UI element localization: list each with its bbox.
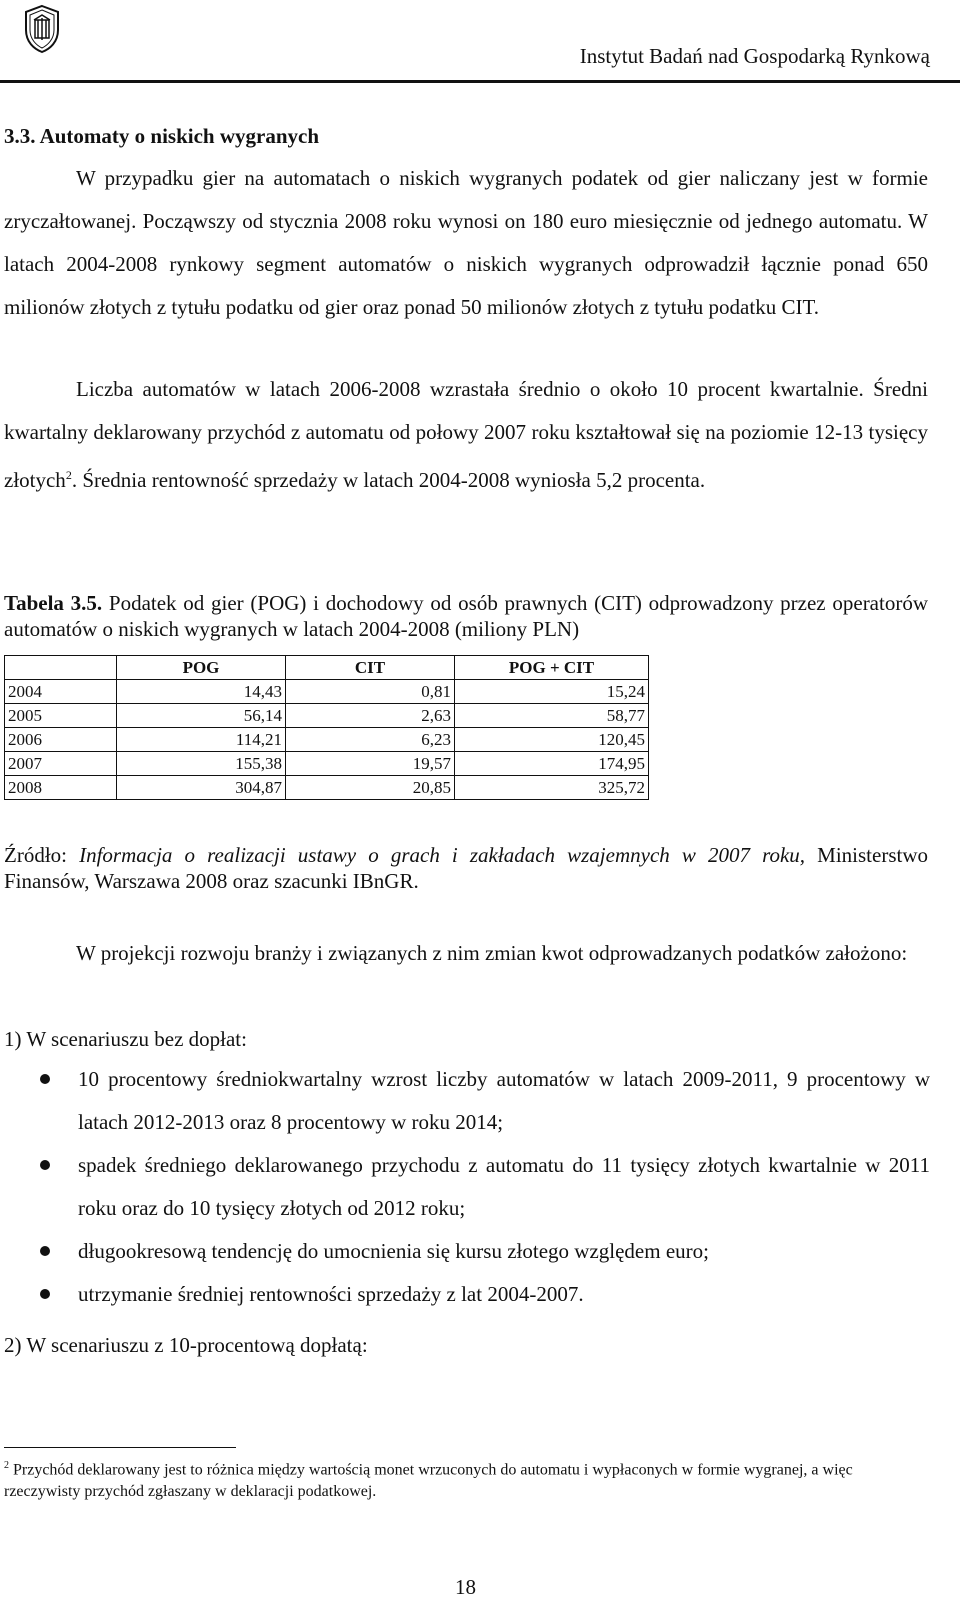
table-row — [5, 776, 649, 800]
paragraph-text-part2: . Średnia rentowność sprzedaży w latach 2004-2008 wyniosła 5,2 procenta. — [71, 468, 706, 492]
paragraph-tax-intro: W przypadku gier na automatach o niskich wygranych podatek od gier naliczany jest w formie zryczałtowanej. Począwszy od stycznia 2008 roku wynosi on 180 euro miesięcznie od jednego automatu. W latach 2004-2008 rynkowy segment automatów o niskich wygranych odprowadził łącznie ponad 650 milionów złotych z tytułu podatku od gier oraz ponad 50 milionów złotych z tytułu podatku CIT. — [4, 166, 928, 319]
header-divider — [0, 80, 960, 83]
institute-name: Instytut Badań nad Gospodarką Rynkową — [579, 44, 930, 68]
list-item — [0, 1273, 930, 1316]
year-cell: 2006 — [5, 728, 117, 752]
section-title: 3.3. Automaty o niskich wygranych — [4, 124, 320, 148]
total-cell: 120,45 — [455, 728, 649, 752]
year-cell: 2007 — [5, 752, 117, 776]
table-source — [4, 842, 928, 894]
projection-intro: W projekcji rozwoju branży i związanych z nim zmian kwot odprowadzanych podatków założono: — [76, 941, 908, 965]
list-item-text: utrzymanie średniej rentowności sprzedaży z lat 2004-2007. — [78, 1282, 584, 1306]
total-cell: 15,24 — [455, 680, 649, 704]
table-caption-text: Podatek od gier (POG) i dochodowy od osób prawnych (CIT) odprowadzony przez operatorów automatów o niskich wygranych w latach 2004-2008 (miliony PLN) — [4, 591, 928, 641]
footnote — [4, 1455, 928, 1503]
paragraph-machine-count — [4, 368, 928, 502]
scenario-2-heading: 2) W scenariuszu z 10-procentową dopłatą: — [4, 1333, 368, 1357]
total-cell: 174,95 — [455, 752, 649, 776]
source-suffix: Ministerstwo Finansów, Warszawa 2008 oraz szacunki IBnGR. — [4, 843, 929, 893]
pog-cell: 56,14 — [117, 704, 286, 728]
bullet-icon — [40, 1289, 50, 1299]
bullet-icon — [40, 1160, 50, 1170]
table-row — [5, 752, 649, 776]
institute-logo — [22, 4, 62, 54]
cit-cell: 6,23 — [286, 728, 455, 752]
pog-cell: 155,38 — [117, 752, 286, 776]
table-header-cit: CIT — [286, 656, 455, 680]
total-cell: 325,72 — [455, 776, 649, 800]
pog-cell: 14,43 — [117, 680, 286, 704]
bullet-icon — [40, 1246, 50, 1256]
list-item — [0, 1144, 930, 1230]
cit-cell: 2,63 — [286, 704, 455, 728]
list-item — [0, 1058, 930, 1144]
footnote-reference[interactable]: 2 — [65, 468, 72, 482]
table-row — [5, 704, 649, 728]
table-header-total: POG + CIT — [455, 656, 649, 680]
footnote-marker: 2 — [4, 1460, 9, 1471]
table-row — [5, 680, 649, 704]
cit-cell: 19,57 — [286, 752, 455, 776]
list-item-text: długookresową tendencję do umocnienia się kursu złotego względem euro; — [78, 1239, 709, 1263]
table-row — [5, 728, 649, 752]
source-prefix: Źródło: — [4, 843, 80, 867]
table-header-pog: POG — [117, 656, 286, 680]
source-title: Informacja o realizacji ustawy o grach i zakładach wzajemnych w 2007 roku, — [79, 843, 806, 867]
footnote-divider — [4, 1447, 236, 1448]
pog-cell: 114,21 — [117, 728, 286, 752]
page-number: 18 — [455, 1575, 476, 1599]
list-item — [0, 1230, 930, 1273]
year-cell: 2004 — [5, 680, 117, 704]
table-header-row — [5, 656, 649, 680]
total-cell: 58,77 — [455, 704, 649, 728]
bullet-icon — [40, 1074, 50, 1084]
pog-cell: 304,87 — [117, 776, 286, 800]
scenario-1-heading: 1) W scenariuszu bez dopłat: — [4, 1027, 247, 1051]
list-item-text: 10 procentowy średniokwartalny wzrost liczby automatów w latach 2009-2011, 9 procentowy w latach 2012-2013 oraz 8 procentowy w roku 2014; — [78, 1067, 930, 1134]
table-caption — [4, 590, 928, 642]
cit-cell: 0,81 — [286, 680, 455, 704]
scenario-1-list — [0, 1058, 930, 1316]
cit-cell: 20,85 — [286, 776, 455, 800]
table-header-empty — [5, 656, 117, 680]
tax-table — [4, 655, 649, 800]
list-item-text: spadek średniego deklarowanego przychodu z automatu do 11 tysięcy złotych kwartalnie w 2011 roku oraz do 10 tysięcy złotych od 2012 roku; — [78, 1153, 930, 1220]
paragraph-text-part1: Liczba automatów w latach 2006-2008 wzrastała średnio o około 10 procent kwartalnie. Średni kwartalny deklarowany przychód z automatu od połowy 2007 roku kształtował się na poziomie 12-13 tysięcy złotych — [4, 377, 928, 492]
table-label: Tabela 3.5. — [4, 591, 103, 615]
footnote-text: Przychód deklarowany jest to różnica między wartością monet wrzuconych do automatu i wypłaconych w formie wygranej, a więc rzeczywisty przychód zgłaszany w deklaracji podatkowej. — [4, 1461, 853, 1501]
year-cell: 2008 — [5, 776, 117, 800]
year-cell: 2005 — [5, 704, 117, 728]
